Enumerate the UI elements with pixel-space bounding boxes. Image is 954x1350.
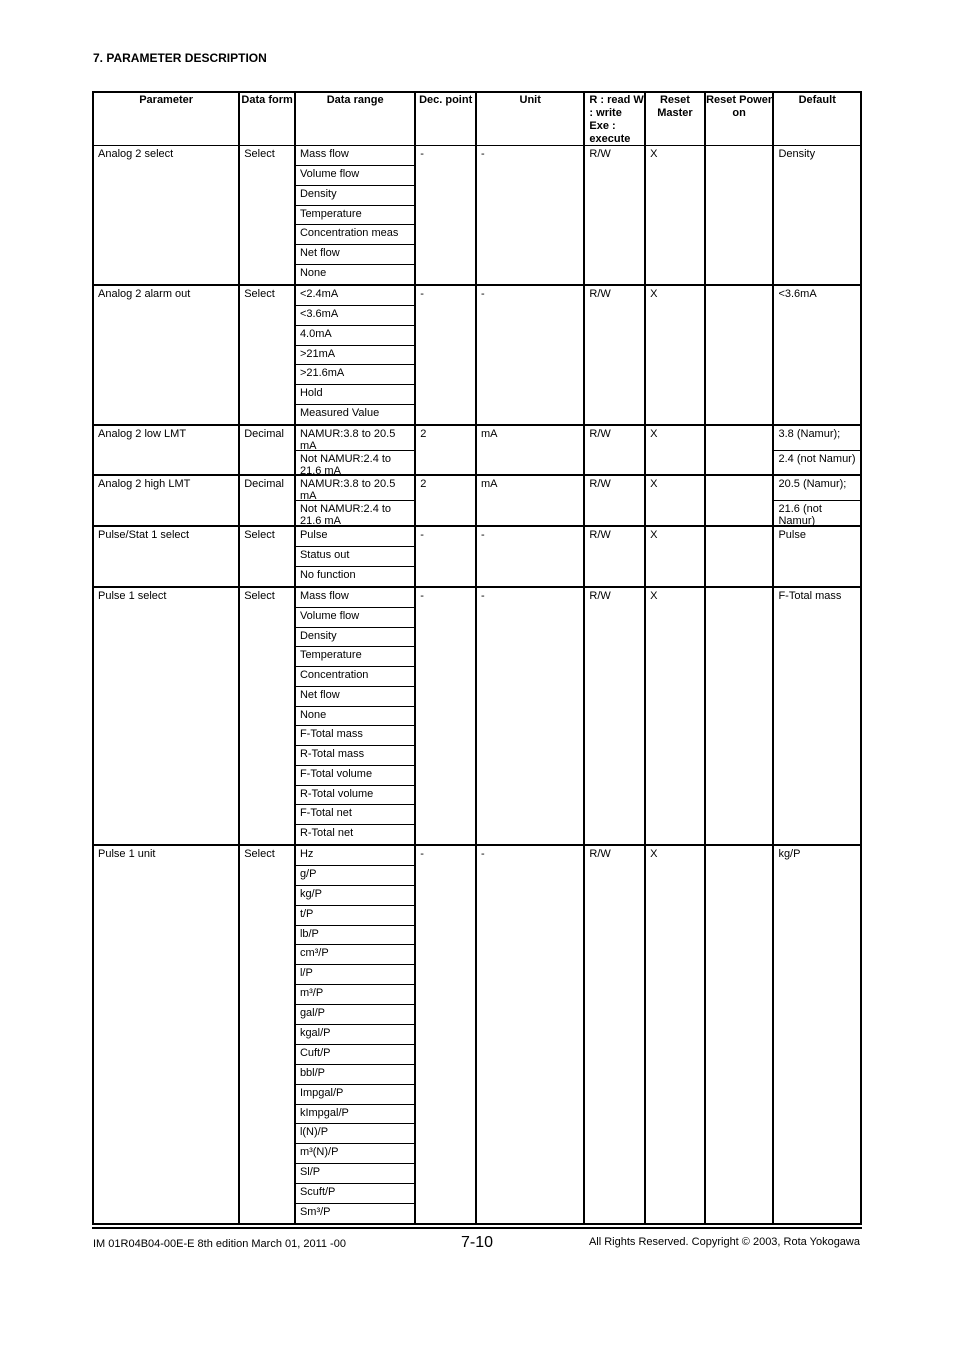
header-default: Default [798,94,836,106]
parameter-cell: Analog 2 high LMT [94,476,240,525]
header-dec-point: Dec. point [416,93,477,145]
unit-cell: - [477,146,585,284]
reset-power-cell [706,846,775,1223]
dec-point-cell: - [416,286,477,424]
data-range-option: Concentration [296,667,414,687]
header-data-range: Data range [296,93,416,145]
data-range-option: Net flow [296,687,414,707]
data-range-option: 4.0mA [296,326,414,346]
reset-master-cell: X [646,426,706,474]
data-form-cell: Select [240,146,296,284]
unit-cell: - [477,846,585,1223]
header-data-form: Data form [240,93,296,145]
data-range-option: Concentration meas [296,225,414,245]
access-cell: R/W [585,527,646,586]
data-range-option: Mass flow [296,146,414,166]
default-cell: <3.6mA [778,288,817,300]
parameter-cell: Pulse 1 select [94,588,240,844]
reset-master-cell: X [646,846,706,1223]
unit-cell: - [477,588,585,844]
data-range-option: >21.6mA [296,365,414,385]
data-range-option: R-Total net [299,827,354,840]
table-row [94,286,860,426]
data-range-option: Not NAMUR:2.4 to 21.6 mA [299,503,392,525]
reset-power-cell [706,527,775,586]
data-range-option: NAMUR:3.8 to 20.5 mA [296,426,414,451]
unit-cell: mA [477,476,585,525]
default-cell: kg/P [778,848,801,860]
default-cell [774,426,860,474]
data-range-cell [296,846,416,1223]
default-value: 20.5 (Namur); [774,476,860,501]
parameter-table [92,91,862,1225]
data-range-option: gal/P [296,1005,414,1025]
access-cell: R/W [585,846,646,1223]
data-range-option: <2.4mA [296,286,414,306]
reset-master-cell: X [646,146,706,284]
parameter-cell: Pulse 1 unit [94,846,240,1223]
data-range-option: kImpgal/P [296,1105,414,1125]
data-form-cell: Decimal [240,426,296,474]
parameter-cell: Pulse/Stat 1 select [94,527,240,586]
table-row [94,846,860,1223]
reset-power-cell [706,476,775,525]
data-range-option: Sm³/P [299,1206,331,1219]
table-header [94,93,860,146]
default-value: 3.8 (Namur); [774,426,860,451]
data-range-cell [296,426,416,474]
dec-point-cell: - [416,527,477,586]
data-range-option: None [296,707,414,727]
data-range-option: Status out [296,547,414,567]
reset-master-cell: X [646,286,706,424]
access-cell: R/W [585,588,646,844]
access-cell: R/W [585,286,646,424]
data-range-option: Impgal/P [296,1085,414,1105]
data-range-option: Density [296,186,414,206]
data-range-cell [296,146,416,284]
data-range-cell [296,286,416,424]
data-range-option: Hold [296,385,414,405]
data-form-cell: Decimal [240,476,296,525]
default-value: 2.4 (not Namur) [778,452,856,465]
data-range-cell [296,527,416,586]
dec-point-cell: - [416,846,477,1223]
data-range-option: F-Total net [296,805,414,825]
dec-point-cell: 2 [416,426,477,474]
dec-point-cell: - [416,588,477,844]
parameter-cell: Analog 2 alarm out [94,286,240,424]
table-row [94,146,860,286]
unit-cell: - [477,286,585,424]
header-reset-power-on: Reset Power on [706,93,775,145]
data-range-option: Volume flow [296,608,414,628]
data-range-option: Temperature [296,206,414,226]
data-range-option: Hz [296,846,414,866]
data-range-cell [296,476,416,525]
section-title: 7. PARAMETER DESCRIPTION [93,51,267,65]
data-range-option: None [299,267,327,280]
header-unit: Unit [477,93,585,145]
document-id: IM 01R04B04-00E-E 8th edition March 01, 2011 -00 [93,1238,346,1250]
data-range-option: l/P [296,965,414,985]
page-number: 7-10 [460,1234,494,1251]
data-form-cell: Select [240,527,296,586]
data-range-option: Density [296,628,414,648]
table-row [94,476,860,527]
parameter-cell: Analog 2 select [94,146,240,284]
data-range-option: <3.6mA [296,306,414,326]
data-range-option: F-Total volume [296,766,414,786]
data-range-option: Net flow [296,245,414,265]
reset-master-cell: X [646,527,706,586]
data-form-cell: Select [240,846,296,1223]
data-range-option: m³(N)/P [296,1144,414,1164]
data-range-option: lb/P [296,926,414,946]
table-row [94,426,860,476]
data-range-option: kg/P [296,886,414,906]
dec-point-cell: 2 [416,476,477,525]
reset-power-cell [706,588,775,844]
data-range-cell [296,588,416,844]
header-access: R : read W : write Exe : execute [585,93,646,145]
data-range-option: Not NAMUR:2.4 to 21.6 mA [299,452,392,474]
data-range-option: F-Total mass [296,726,414,746]
data-range-option: Measured Value [299,407,380,420]
data-form-cell: Select [240,286,296,424]
data-range-option: Mass flow [296,588,414,608]
reset-power-cell [706,286,775,424]
data-range-option: Scuft/P [296,1184,414,1204]
default-cell: F-Total mass [778,590,842,602]
data-range-option: Volume flow [296,166,414,186]
reset-power-cell [706,426,775,474]
data-range-option: cm³/P [296,945,414,965]
data-range-option: R-Total volume [296,786,414,806]
access-cell: R/W [585,146,646,284]
data-range-option: t/P [296,906,414,926]
access-cell: R/W [585,426,646,474]
data-range-option: bbl/P [296,1065,414,1085]
default-value: 21.6 (not Namur) [778,503,822,525]
table-row [94,588,860,846]
data-range-option: Sl/P [296,1164,414,1184]
data-range-option: kgal/P [296,1025,414,1045]
footer-rule [92,1227,862,1229]
data-range-option: No function [299,569,356,581]
reset-power-cell [706,146,775,284]
data-range-option: >21mA [296,346,414,366]
table-row [94,527,860,588]
data-form-cell: Select [240,588,296,844]
default-cell: Pulse [778,529,806,541]
header-parameter: Parameter [94,93,240,145]
header-reset-master: Reset Master [646,93,706,145]
data-range-option: NAMUR:3.8 to 20.5 mA [296,476,414,501]
reset-master-cell: X [646,476,706,525]
data-range-option: g/P [296,866,414,886]
default-cell: Density [778,148,816,160]
dec-point-cell: - [416,146,477,284]
reset-master-cell: X [646,588,706,844]
data-range-option: Cuft/P [296,1045,414,1065]
access-cell: R/W [585,476,646,525]
data-range-option: Temperature [296,647,414,667]
default-cell [774,476,860,525]
copyright: All Rights Reserved. Copyright © 2003, Rota Yokogawa [588,1236,860,1248]
data-range-option: l(N)/P [296,1124,414,1144]
parameter-cell: Analog 2 low LMT [94,426,240,474]
data-range-option: Pulse [296,527,414,547]
data-range-option: R-Total mass [296,746,414,766]
unit-cell: mA [477,426,585,474]
data-range-option: m³/P [296,985,414,1005]
unit-cell: - [477,527,585,586]
